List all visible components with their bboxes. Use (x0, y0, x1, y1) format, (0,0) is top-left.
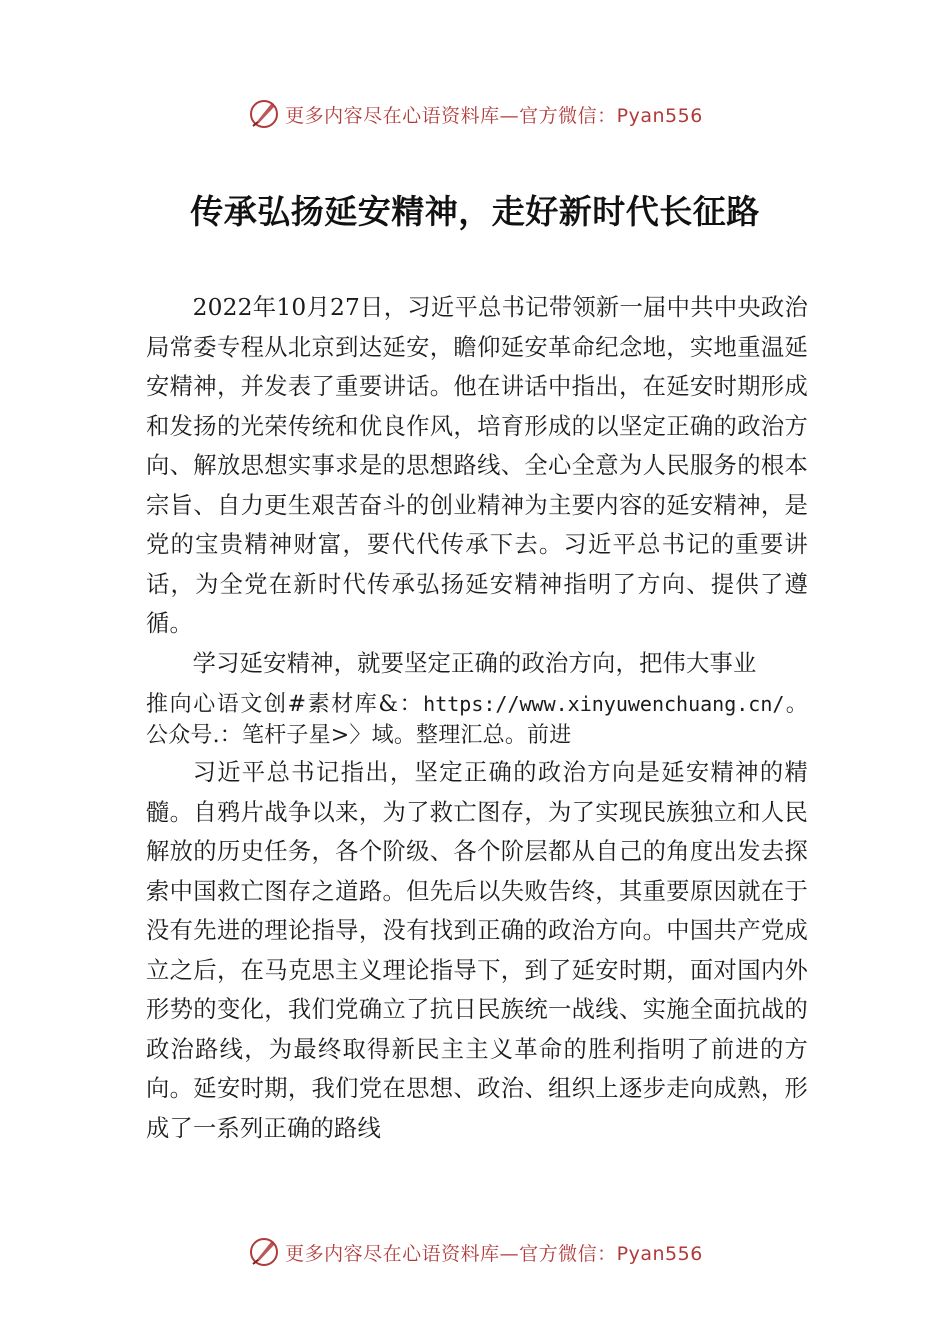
watermark-line (146, 689, 808, 751)
quill-pen-logo-icon (247, 1235, 281, 1269)
watermark-suffix: 。公众号.：笔杆子星>〉域。整理汇总。前进 (146, 692, 809, 748)
footer-banner-text: 更多内容尽在心语资料库—官方微信：Pyan556 (285, 1242, 703, 1265)
header-banner-text: 更多内容尽在心语资料库—官方微信：Pyan556 (285, 104, 703, 127)
footer-banner (0, 1232, 950, 1272)
quill-pen-logo-icon (247, 97, 281, 131)
header-wechat-id: Pyan556 (616, 104, 703, 127)
header-banner (0, 94, 950, 134)
paragraph-2: 学习延安精神，就要坚定正确的政治方向，把伟大事业 (192, 649, 757, 677)
footer-wechat-id: Pyan556 (616, 1242, 703, 1265)
watermark-url: https://www.xinyuwenchuang.cn/ (423, 692, 785, 716)
article-title: 传承弘扬延安精神，走好新时代长征路 (190, 192, 760, 231)
article-body (146, 288, 808, 1148)
watermark-prefix: 推向心语文创#素材库&： (146, 692, 424, 717)
paragraph-1: 2022年10月27日，习近平总书记带领新一届中共中央政治局常委专程从北京到达延安，瞻仰延安革命纪念地，实地重温延安精神，并发表了重要讲话。他在讲话中指出，在延安时期形成和发扬的光荣传统和优良作风，培育形成的以坚定正确的政治方向、解放思想实事求是的思想路线、全心全意为人民服务的根本宗旨、自力更生艰苦奋斗的创业精神为主要内容的延安精神，是党的宝贵精神财富，要代代传承下去。习近平总书记的重要讲话，为全党在新时代传承弘扬延安精神指明了方向、提供了遵循。 (146, 294, 808, 637)
paragraph-3: 习近平总书记指出，坚定正确的政治方向是延安精神的精髓。自鸦片战争以来，为了救亡图存，为了实现民族独立和人民解放的历史任务，各个阶级、各个阶层都从自己的角度出发去探索中国救亡图存之道路。但先后以失败告终，其重要原因就在于没有先进的理论指导，没有找到正确的政治方向。中国共产党成立之后，在马克思主义理论指导下，到了延安时期，面对国内外形势的变化，我们党确立了抗日民族统一战线、实施全面抗战的政治路线，为最终取得新民主主义革命的胜利指明了前进的方向。延安时期，我们党在思想、政治、组织上逐步走向成熟，形成了一系列正确的路线 (146, 759, 808, 1142)
